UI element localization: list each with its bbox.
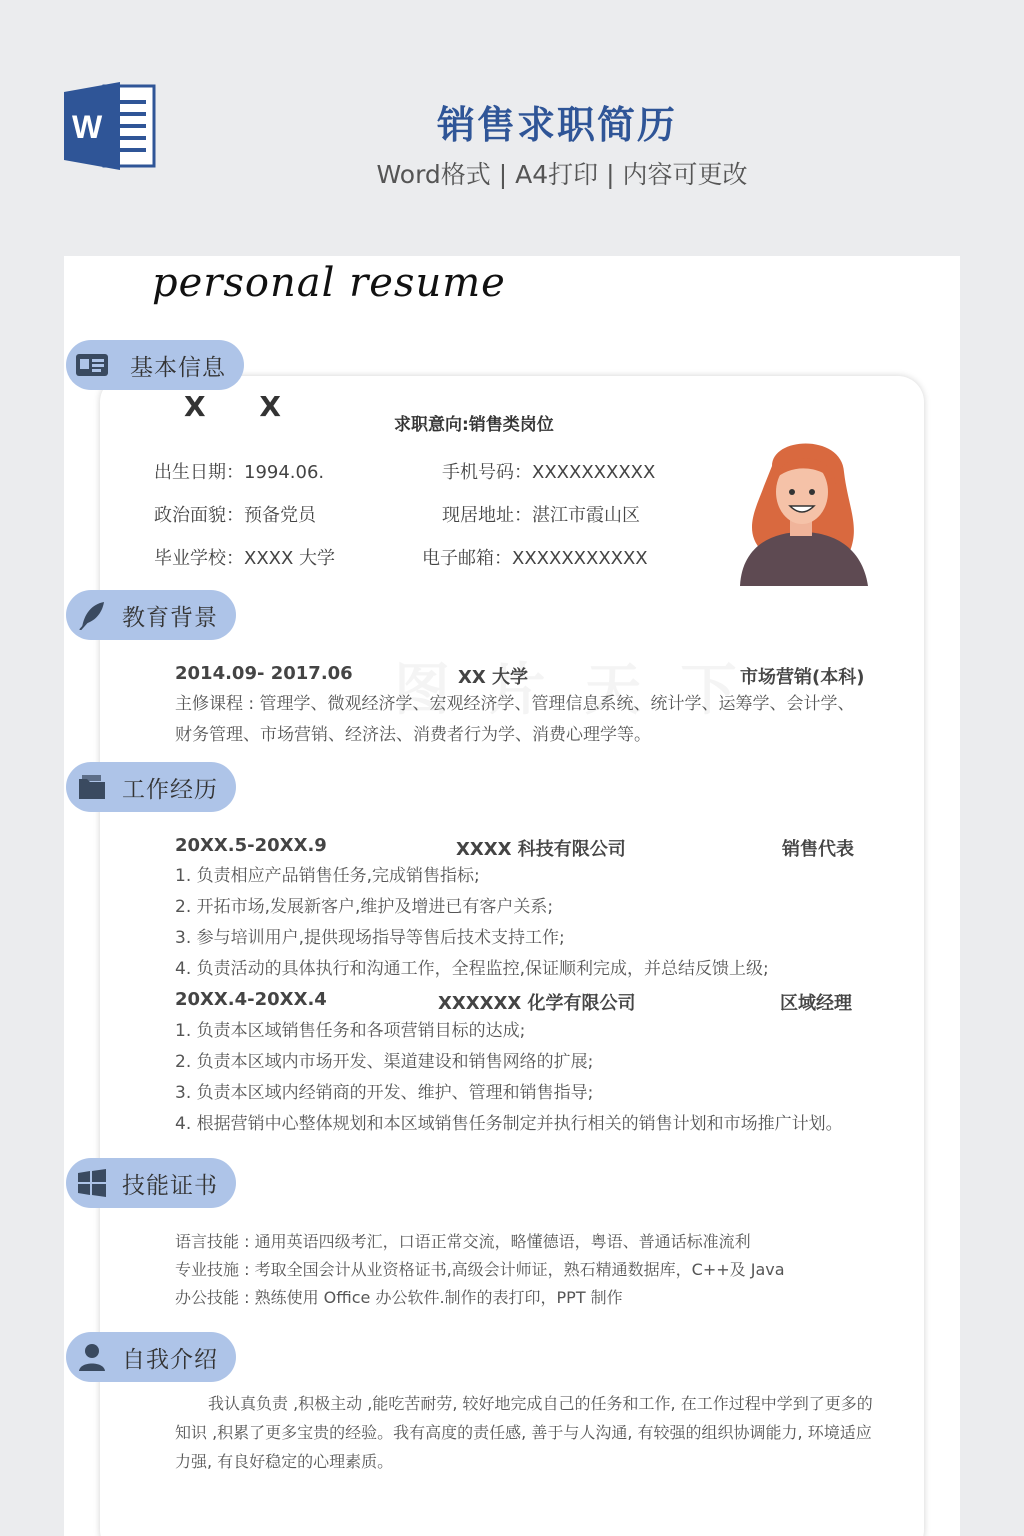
- job-position: 销售代表: [782, 839, 854, 860]
- job-duty: 3. 参与培训用户,提供现场指导等售后技术支持工作;: [175, 928, 565, 948]
- job-duty: 4. 根据营销中心整体规划和本区域销售任务制定并执行相关的销售计划和市场推广计划。: [175, 1114, 843, 1134]
- applicant-name: X X: [184, 390, 303, 423]
- birth-date: [154, 458, 324, 484]
- folder-icon: [66, 762, 118, 812]
- svg-text:W: W: [72, 109, 103, 145]
- school-label: 毕业学校：: [154, 548, 244, 569]
- section-skills: [66, 1158, 236, 1208]
- email-label: 电子邮箱：: [422, 548, 512, 569]
- phone-label: 手机号码：: [442, 462, 532, 483]
- script-title: personal resume: [152, 260, 506, 306]
- windows-grid-icon: [66, 1158, 118, 1208]
- job-duty: 3. 负责本区域内经销商的开发、维护、管理和销售指导;: [175, 1083, 594, 1103]
- job-duty: 1. 负责本区域销售任务和各项营销目标的达成;: [175, 1021, 526, 1041]
- user-icon: [66, 1332, 118, 1382]
- address: [442, 501, 640, 527]
- section-education: [66, 590, 236, 640]
- job-duty: 2. 开拓市场,发展新客户,维护及增进已有客户关系;: [175, 897, 554, 917]
- section-label: 自我介绍: [122, 1346, 218, 1373]
- edu-school: XX 大学: [458, 667, 529, 688]
- edu-major: 市场营销(本科): [740, 667, 865, 688]
- birth-value: 1994.06.: [244, 462, 325, 483]
- edu-period: 2014.09- 2017.06: [175, 663, 353, 684]
- job-intent: 求职意向:销售类岗位: [394, 415, 554, 435]
- politics: [154, 501, 316, 527]
- job-duty: 4. 负责活动的具体执行和沟通工作，全程监控,保证顺利完成，并总结反馈上级;: [175, 959, 769, 979]
- phone-value: XXXXXXXXXX: [532, 462, 656, 483]
- edu-courses-2: 财务管理、市场营销、经济法、消费者行为学、消费心理学等。: [175, 725, 651, 745]
- page-subtitle: Word格式 | A4打印 | 内容可更改: [376, 160, 748, 189]
- phone: [442, 458, 655, 484]
- section-label: 工作经历: [122, 776, 218, 803]
- school: [154, 544, 335, 570]
- address-value: 湛江市霞山区: [532, 505, 640, 526]
- section-label: 技能证书: [122, 1172, 218, 1199]
- job-company: XXXXXX 化学有限公司: [438, 993, 636, 1014]
- school-value: XXXX 大学: [244, 548, 336, 569]
- politics-label: 政治面貌：: [154, 505, 244, 526]
- section-label: 基本信息: [130, 354, 226, 381]
- skill-item: 办公技能 : 熟练使用 Office 办公软件.制作的表打印，PPT 制作: [175, 1288, 623, 1307]
- job-duty: 1. 负责相应产品销售任务,完成销售指标;: [175, 866, 480, 886]
- job-duty: 2. 负责本区域内市场开发、渠道建设和销售网络的扩展;: [175, 1052, 594, 1072]
- id-card-icon: [66, 340, 118, 390]
- politics-value: 预备党员: [244, 505, 316, 526]
- email: [422, 544, 648, 570]
- job-position: 区域经理: [780, 993, 852, 1014]
- job-period: 20XX.5-20XX.9: [175, 835, 327, 856]
- section-label: 教育背景: [122, 604, 218, 631]
- resume-paper: [64, 256, 960, 1536]
- skill-item: 语言技能 : 通用英语四级考汇，口语正常交流，略懂德语，粤语、普通话标准流利: [175, 1232, 751, 1251]
- edu-courses-1: 主修课程 : 管理学、微观经济学、宏观经济学、管理信息系统、统计学、运筹学、会计学、: [175, 694, 855, 714]
- job-company: XXXX 科技有限公司: [456, 839, 626, 860]
- email-value: XXXXXXXXXXX: [512, 548, 648, 569]
- avatar: [732, 436, 872, 586]
- section-intro: [66, 1332, 236, 1382]
- section-basic-info: [66, 340, 244, 390]
- job-period: 20XX.4-20XX.4: [175, 989, 327, 1010]
- page-title: 销售求职简历: [436, 103, 677, 147]
- section-work: [66, 762, 236, 812]
- address-label: 现居地址：: [442, 505, 532, 526]
- self-intro: 我认真负责 ,积极主动 ,能吃苦耐劳, 较好地完成自己的任务和工作, 在工作过程中学到了更多的知识 ,积累了更多宝贵的经验。我有高度的责任感, 善于与人沟通, 有较强的组织协调能力, 环境适应力强, 有良好稳定的心理素质。: [175, 1394, 873, 1471]
- skill-item: 专业技施 : 考取全国会计从业资格证书,高级会计师证，熟石精通数据库，C++及 Java: [175, 1260, 785, 1279]
- birth-label: 出生日期：: [154, 462, 244, 483]
- feather-icon: [66, 590, 118, 640]
